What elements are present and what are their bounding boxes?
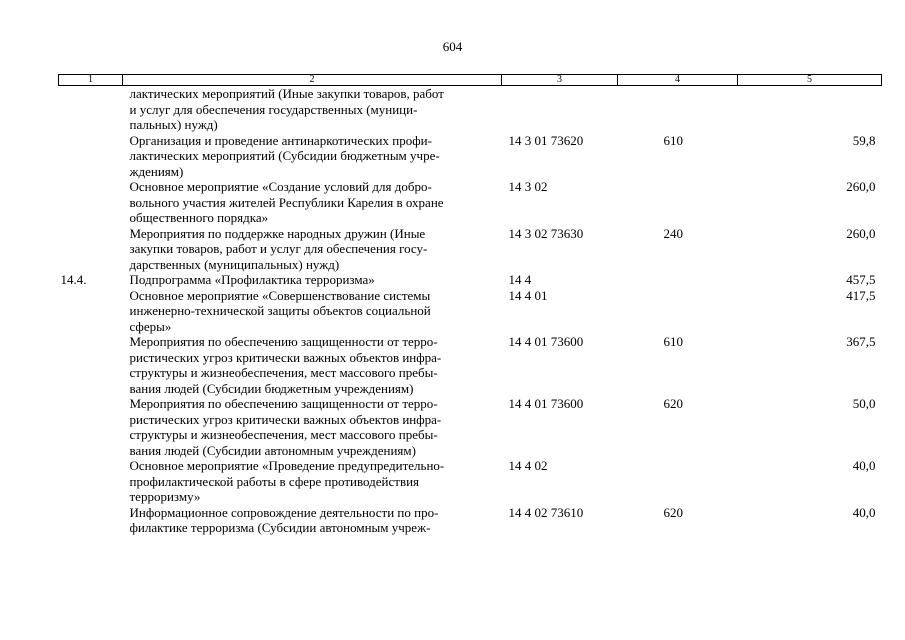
row-sum [738,86,882,133]
row-name-line: структуры и жизнеобеспечения, мест массового пребы- [129,365,438,380]
row-sum: 260,0 [846,225,876,241]
table-body [59,86,882,536]
row-name [123,86,502,133]
row-name-line: профилактической работы в сфере противодействия [129,473,420,489]
row-sum: 260,0 [846,179,876,194]
row-name-line: вания людей (Субсидии автономным учреждениям) [129,442,416,458]
row-name-line: филактике терроризма (Субсидии автономным учреж- [129,520,431,535]
row-name-line: Основное мероприятие «Совершенствование системы [129,287,431,303]
row-sum: 50,0 [852,396,876,411]
row-name-line: ждениям) [129,163,184,179]
row-expense-type: 610 [663,334,683,349]
row-sum: 457,5 [846,272,876,287]
row-name-line: Мероприятия по обеспечению защищенности от терро- [129,396,438,411]
row-number: 14.4. [60,272,87,287]
row-expense-type [618,272,738,288]
header-col-2: 2 [123,75,502,86]
row-expense-type [618,288,738,335]
row-expense-type [618,179,738,226]
row-expense-type [618,86,738,133]
table-row [59,226,882,273]
row-name-line: лактических мероприятий (Субсидии бюджетным учре- [129,148,440,163]
row-name [123,133,502,180]
page-number: 604 [442,39,463,54]
row-expense-type: 240 [663,225,683,241]
row-code: 14 3 02 73630 [508,225,584,241]
table-row [59,86,882,133]
row-name-line: закупки товаров, работ и услуг для обеспечения госу- [129,241,428,256]
row-code: 14 4 01 [508,287,548,303]
table-row [59,458,882,505]
header-row [59,75,882,86]
row-sum: 59,8 [852,132,876,148]
row-code: 14 3 01 73620 [508,132,584,148]
row-number [59,505,123,536]
row-name [123,396,502,458]
row-number [59,226,123,273]
table-row [59,396,882,458]
row-code: 14 4 02 [508,458,548,473]
row-name-line: Мероприятия по обеспечению защищенности от терро- [129,334,438,349]
row-name-line: вольного участия жителей Республики Карелия в охране [129,194,444,210]
row-name-line: лактических мероприятий (Иные закупки товаров, работ [129,86,444,101]
budget-table [58,74,882,536]
row-number [59,458,123,505]
row-name-line: сферы» [129,318,172,334]
row-name [123,288,502,335]
row-name [123,334,502,396]
row-name [123,505,502,536]
row-name-line: вания людей (Субсидии бюджетным учреждениям) [129,380,414,396]
table-row [59,505,882,536]
row-number [59,133,123,180]
row-name-line: Организация и проведение антинаркотических профи- [129,132,432,148]
table-row [59,334,882,396]
table-row [59,288,882,335]
row-sum: 40,0 [852,504,876,520]
row-name-line: общественного порядка» [129,210,269,225]
row-code [502,86,618,133]
row-name-line: пальных) нужд) [129,117,218,132]
row-name-line: структуры и жизнеобеспечения, мест массового пребы- [129,427,438,442]
row-expense-type: 620 [663,396,683,411]
row-number [59,396,123,458]
row-name-line: Основное мероприятие «Создание условий для добро- [129,179,432,194]
row-name [123,272,502,288]
row-number [59,288,123,335]
row-name [123,226,502,273]
table-row [59,179,882,226]
row-name-line: терроризму» [129,489,201,504]
row-number [59,334,123,396]
row-name-line: ристических угроз критически важных объектов инфра- [129,349,442,365]
row-name-line: дарственных (муниципальных) нужд) [129,256,340,272]
table-row [59,272,882,288]
header-col-4: 4 [618,75,738,86]
row-name [123,458,502,505]
row-name-line: и услуг для обеспечения государственных (муници- [129,101,418,117]
row-expense-type: 610 [663,132,683,148]
row-name [123,179,502,226]
row-name-line: Информационное сопровождение деятельности по про- [129,504,439,520]
row-code: 14 4 [508,272,532,287]
row-code: 14 4 02 73610 [508,504,584,520]
row-expense-type [618,458,738,505]
row-sum: 367,5 [846,334,876,349]
row-code: 14 4 01 73600 [508,396,584,411]
row-number [59,86,123,133]
row-name-line: Подпрограмма «Профилактика терроризма» [129,272,375,287]
row-code: 14 3 02 [508,179,548,194]
row-number [59,179,123,226]
row-name-line: ристических угроз критически важных объектов инфра- [129,411,442,427]
row-name-line: Мероприятия по поддержке народных дружин (Иные [129,225,426,241]
row-name-line: Основное мероприятие «Проведение предупредительно- [129,458,445,473]
row-sum: 40,0 [852,458,876,473]
row-sum: 417,5 [846,287,876,303]
header-col-3: 3 [502,75,618,86]
row-expense-type: 620 [663,504,683,520]
header-col-1: 1 [59,75,123,86]
row-name-line: инженерно-технической защиты объектов социальной [129,303,431,318]
row-code: 14 4 01 73600 [508,334,584,349]
header-col-5: 5 [738,75,882,86]
table-row [59,133,882,180]
